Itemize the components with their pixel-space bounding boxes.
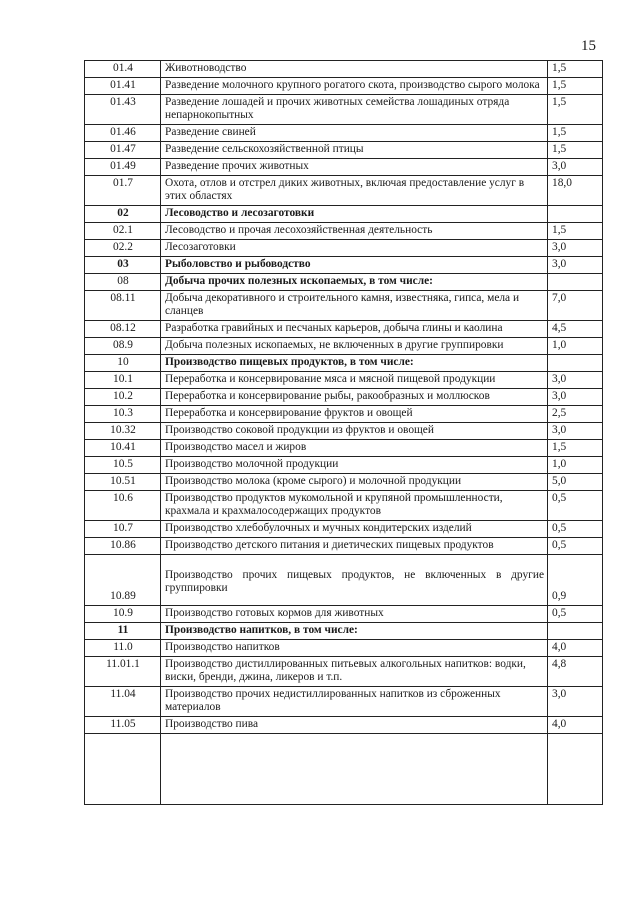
table-row [85, 717, 603, 734]
table-row [85, 159, 603, 176]
table-row [85, 606, 603, 623]
row-code: 11.05 [85, 717, 161, 734]
row-code: 01.7 [85, 176, 161, 206]
row-value: 3,0 [548, 159, 603, 176]
row-value: 1,0 [548, 338, 603, 355]
table-row [85, 61, 603, 78]
row-code: 10.9 [85, 606, 161, 623]
table-row [85, 474, 603, 491]
row-code: 01.43 [85, 95, 161, 125]
row-value: 1,5 [548, 142, 603, 159]
row-value [548, 206, 603, 223]
row-description: Производство молочной продукции [161, 457, 548, 474]
row-description: Разведение молочного крупного рогатого скота, производство сырого молока [161, 78, 548, 95]
row-value: 7,0 [548, 291, 603, 321]
page-number: 15 [581, 38, 596, 54]
table-row [85, 372, 603, 389]
section-row [85, 623, 603, 640]
row-value: 0,9 [548, 555, 603, 606]
row-value: 0,5 [548, 521, 603, 538]
table-row [85, 176, 603, 206]
table-row [85, 321, 603, 338]
table-row [85, 440, 603, 457]
row-code: 10.32 [85, 423, 161, 440]
section-title: Добыча прочих полезных ископаемых, в том числе: [161, 274, 548, 291]
empty-cell [161, 734, 548, 805]
section-code: 11 [85, 623, 161, 640]
row-value: 3,0 [548, 257, 603, 274]
row-value [548, 355, 603, 372]
row-description: Производство молока (кроме сырого) и молочной продукции [161, 474, 548, 491]
row-code: 10.7 [85, 521, 161, 538]
row-value: 4,0 [548, 717, 603, 734]
table-row [85, 555, 603, 606]
row-description: Переработка и консервирование мяса и мясной пищевой продукции [161, 372, 548, 389]
row-description: Охота, отлов и отстрел диких животных, включая предоставление услуг в этих областях [161, 176, 548, 206]
row-value: 1,5 [548, 61, 603, 78]
row-value: 3,0 [548, 389, 603, 406]
row-code: 10.6 [85, 491, 161, 521]
section-title: Рыболовство и рыбоводство [161, 257, 548, 274]
empty-cell [548, 734, 603, 805]
table-row [85, 423, 603, 440]
row-code: 10.1 [85, 372, 161, 389]
row-code: 08.12 [85, 321, 161, 338]
row-code: 10.51 [85, 474, 161, 491]
row-code: 01.46 [85, 125, 161, 142]
row-description: Производство масел и жиров [161, 440, 548, 457]
row-code: 11.04 [85, 687, 161, 717]
row-description: Производство напитков [161, 640, 548, 657]
empty-row [85, 734, 603, 805]
row-description: Производство дистиллированных питьевых алкогольных напитков: водки, виски, бренди, джина, ликеров и т.п. [161, 657, 548, 687]
row-description: Лесозаготовки [161, 240, 548, 257]
table-row [85, 687, 603, 717]
row-value: 3,0 [548, 423, 603, 440]
row-value: 1,5 [548, 78, 603, 95]
row-value: 1,5 [548, 223, 603, 240]
row-code: 02.1 [85, 223, 161, 240]
row-value: 1,5 [548, 95, 603, 125]
row-value: 1,5 [548, 125, 603, 142]
table-row [85, 521, 603, 538]
row-value: 4,8 [548, 657, 603, 687]
row-code: 10.86 [85, 538, 161, 555]
row-code: 11.01.1 [85, 657, 161, 687]
row-value: 4,5 [548, 321, 603, 338]
row-value: 18,0 [548, 176, 603, 206]
table-row [85, 538, 603, 555]
table-row [85, 491, 603, 521]
row-description: Животноводство [161, 61, 548, 78]
row-code: 10.3 [85, 406, 161, 423]
table-row [85, 125, 603, 142]
row-value: 0,5 [548, 491, 603, 521]
table-row [85, 640, 603, 657]
row-value: 4,0 [548, 640, 603, 657]
row-description: Производство прочих пищевых продуктов, не включенных в другие группировки [161, 555, 548, 606]
table-row [85, 406, 603, 423]
row-code: 10.5 [85, 457, 161, 474]
section-title: Лесоводство и лесозаготовки [161, 206, 548, 223]
section-title: Производство напитков, в том числе: [161, 623, 548, 640]
row-description: Разведение сельскохозяйственной птицы [161, 142, 548, 159]
table-row [85, 95, 603, 125]
section-title: Производство пищевых продуктов, в том числе: [161, 355, 548, 372]
row-value: 3,0 [548, 240, 603, 257]
row-value [548, 623, 603, 640]
section-code: 08 [85, 274, 161, 291]
table-row [85, 389, 603, 406]
table-row [85, 657, 603, 687]
table-row [85, 457, 603, 474]
section-code: 10 [85, 355, 161, 372]
section-code: 02 [85, 206, 161, 223]
row-description: Производство прочих недистиллированных напитков из сброженных материалов [161, 687, 548, 717]
row-description: Переработка и консервирование фруктов и овощей [161, 406, 548, 423]
row-code: 10.89 [85, 555, 161, 606]
row-description: Производство продуктов мукомольной и крупяной промышленности, крахмала и крахмалосодержащих продуктов [161, 491, 548, 521]
activity-codes-table [84, 60, 603, 805]
row-code: 01.47 [85, 142, 161, 159]
row-value: 1,0 [548, 457, 603, 474]
row-description: Производство детского питания и диетических пищевых продуктов [161, 538, 548, 555]
row-code: 01.4 [85, 61, 161, 78]
row-description: Производство хлебобулочных и мучных кондитерских изделий [161, 521, 548, 538]
table-row [85, 240, 603, 257]
section-row [85, 206, 603, 223]
row-code: 02.2 [85, 240, 161, 257]
row-code: 10.41 [85, 440, 161, 457]
row-code: 01.41 [85, 78, 161, 95]
section-code: 03 [85, 257, 161, 274]
row-description: Разведение лошадей и прочих животных семейства лошадиных отряда непарнокопытных [161, 95, 548, 125]
row-description: Добыча декоративного и строительного камня, известняка, гипса, мела и сланцев [161, 291, 548, 321]
row-value: 0,5 [548, 606, 603, 623]
row-value: 3,0 [548, 372, 603, 389]
row-value: 0,5 [548, 538, 603, 555]
row-description: Разведение свиней [161, 125, 548, 142]
row-description: Лесоводство и прочая лесохозяйственная деятельность [161, 223, 548, 240]
row-description: Переработка и консервирование рыбы, ракообразных и моллюсков [161, 389, 548, 406]
row-code: 11.0 [85, 640, 161, 657]
row-value: 5,0 [548, 474, 603, 491]
row-value: 3,0 [548, 687, 603, 717]
row-value: 1,5 [548, 440, 603, 457]
table-row [85, 78, 603, 95]
table-row [85, 223, 603, 240]
empty-cell [85, 734, 161, 805]
row-description: Производство готовых кормов для животных [161, 606, 548, 623]
table-row [85, 291, 603, 321]
section-row [85, 355, 603, 372]
row-code: 08.11 [85, 291, 161, 321]
row-description: Разведение прочих животных [161, 159, 548, 176]
row-code: 08.9 [85, 338, 161, 355]
table-row [85, 142, 603, 159]
section-row [85, 257, 603, 274]
row-value [548, 274, 603, 291]
section-row [85, 274, 603, 291]
row-description: Производство пива [161, 717, 548, 734]
row-code: 01.49 [85, 159, 161, 176]
row-code: 10.2 [85, 389, 161, 406]
row-value: 2,5 [548, 406, 603, 423]
row-description: Производство соковой продукции из фруктов и овощей [161, 423, 548, 440]
row-description: Разработка гравийных и песчаных карьеров, добыча глины и каолина [161, 321, 548, 338]
row-description: Добыча полезных ископаемых, не включенных в другие группировки [161, 338, 548, 355]
table-row [85, 338, 603, 355]
